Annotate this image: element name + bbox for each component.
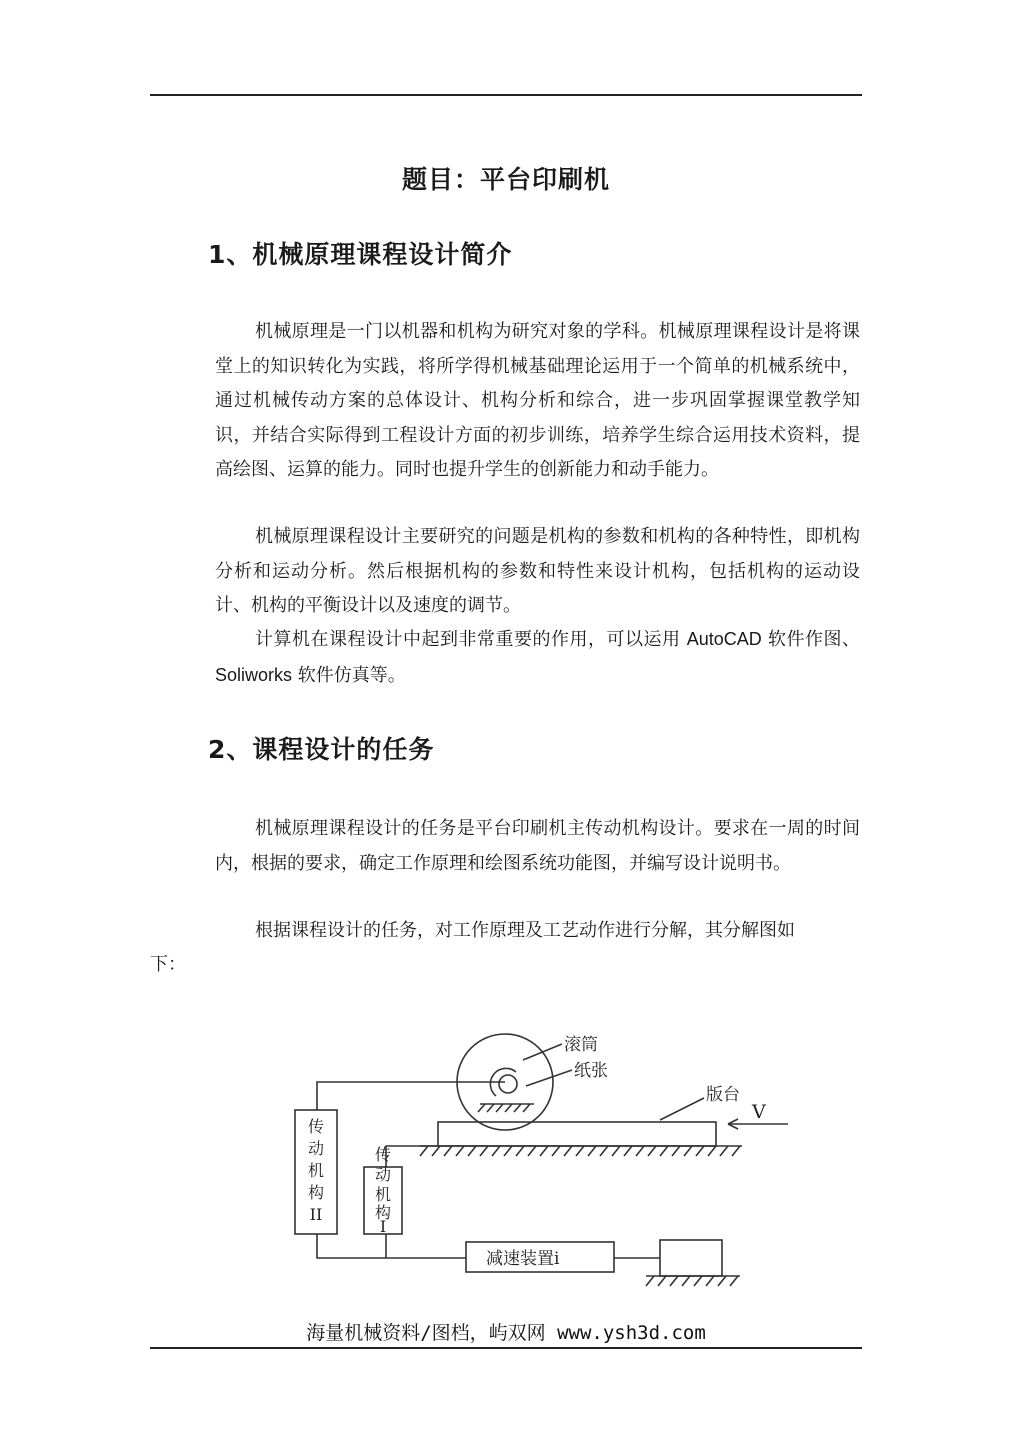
- section-1-paragraph-3: [215, 622, 860, 693]
- wire-top: [317, 1082, 505, 1110]
- mechanism-1-char-4: 构: [374, 1203, 392, 1222]
- para3-text-a: 计算机在课程设计中起到非常重要的作用，可以运用: [255, 629, 687, 650]
- section-2-paragraph-2-tail: 下：: [150, 954, 186, 975]
- motor-icon: [660, 1240, 722, 1276]
- autocad-term: AutoCAD: [686, 629, 762, 649]
- section-1-heading: 1、机械原理课程设计简介: [208, 240, 513, 269]
- printing-press-schematic: [280, 1020, 800, 1290]
- wire-mechanism1-top: [386, 1146, 438, 1167]
- mechanism-1-char-5: I: [379, 1217, 387, 1236]
- paper-label: 纸张: [574, 1061, 608, 1081]
- platen-leader: [660, 1098, 704, 1120]
- header-rule: [150, 94, 862, 96]
- mechanism-2-char-4: 构: [307, 1183, 325, 1202]
- mechanism-1-char-3: 机: [374, 1185, 392, 1204]
- mechanism-2-char-5: II: [309, 1205, 323, 1224]
- platen-label: 版台: [706, 1085, 740, 1105]
- section-2-paragraph-2: 根据课程设计的任务，对工作原理及工艺动作进行分解，其分解图如: [255, 920, 795, 941]
- paper-leader: [526, 1070, 572, 1086]
- mechanism-2-char-1: 传: [307, 1117, 325, 1136]
- section-1-paragraph-2: 机械原理课程设计主要研究的问题是机构的参数和机构的各种特性，即机构分析和运动分析。然后根据机构的参数和特性来设计机构，包括机构的运动设计、机构的平衡设计以及速度的调节。: [215, 526, 860, 617]
- footer-watermark: 海量机械资料/图档，屿双网 www.ysh3d.com: [306, 1322, 706, 1344]
- document-title: 题目：平台印刷机: [401, 165, 610, 194]
- section-1-paragraph-1: 机械原理是一门以机器和机构为研究对象的学科。机械原理课程设计是将课堂上的知识转化为实践，将所学得机械基础理论运用于一个简单的机械系统中，通过机械传动方案的总体设计、机构分析和综合，进一步巩固掌握课堂教学知识，并结合实际得到工程设计方面的初步训练，培养学生综合运用技术资料，提高绘图、运算的能力。同时也提升学生的创新能力和动手能力。: [215, 321, 860, 481]
- platen-bed: [438, 1122, 716, 1146]
- mechanism-2-char-3: 机: [307, 1161, 325, 1180]
- velocity-label: V: [752, 1101, 766, 1123]
- roller-label: 滚筒: [564, 1035, 598, 1055]
- para3-text-c: 软件仿真等。: [292, 664, 406, 686]
- mechanism-1-char-1: 传: [374, 1145, 392, 1164]
- roller-leader: [523, 1044, 562, 1060]
- mechanism-2-char-2: 动: [307, 1139, 325, 1158]
- motor-ground-hatching: [646, 1276, 738, 1286]
- soliworks-term: Soliworks: [215, 664, 293, 685]
- section-2-paragraph-1: 机械原理课程设计的任务是平台印刷机主传动机构设计。要求在一周的时间内，根据的要求，确定工作原理和绘图系统功能图，并编写设计说明书。: [215, 818, 860, 874]
- section-2-heading: 2、课程设计的任务: [208, 735, 435, 764]
- roller-axle-icon: [499, 1075, 517, 1093]
- platen-ground-hatching: [420, 1146, 740, 1156]
- para3-text-b: 软件作图、: [761, 629, 860, 650]
- wire-bottom-left: [317, 1234, 466, 1258]
- footer-rule: [150, 1347, 862, 1349]
- mechanism-1-char-2: 动: [374, 1165, 392, 1184]
- reducer-label: 减速装置i: [486, 1249, 560, 1269]
